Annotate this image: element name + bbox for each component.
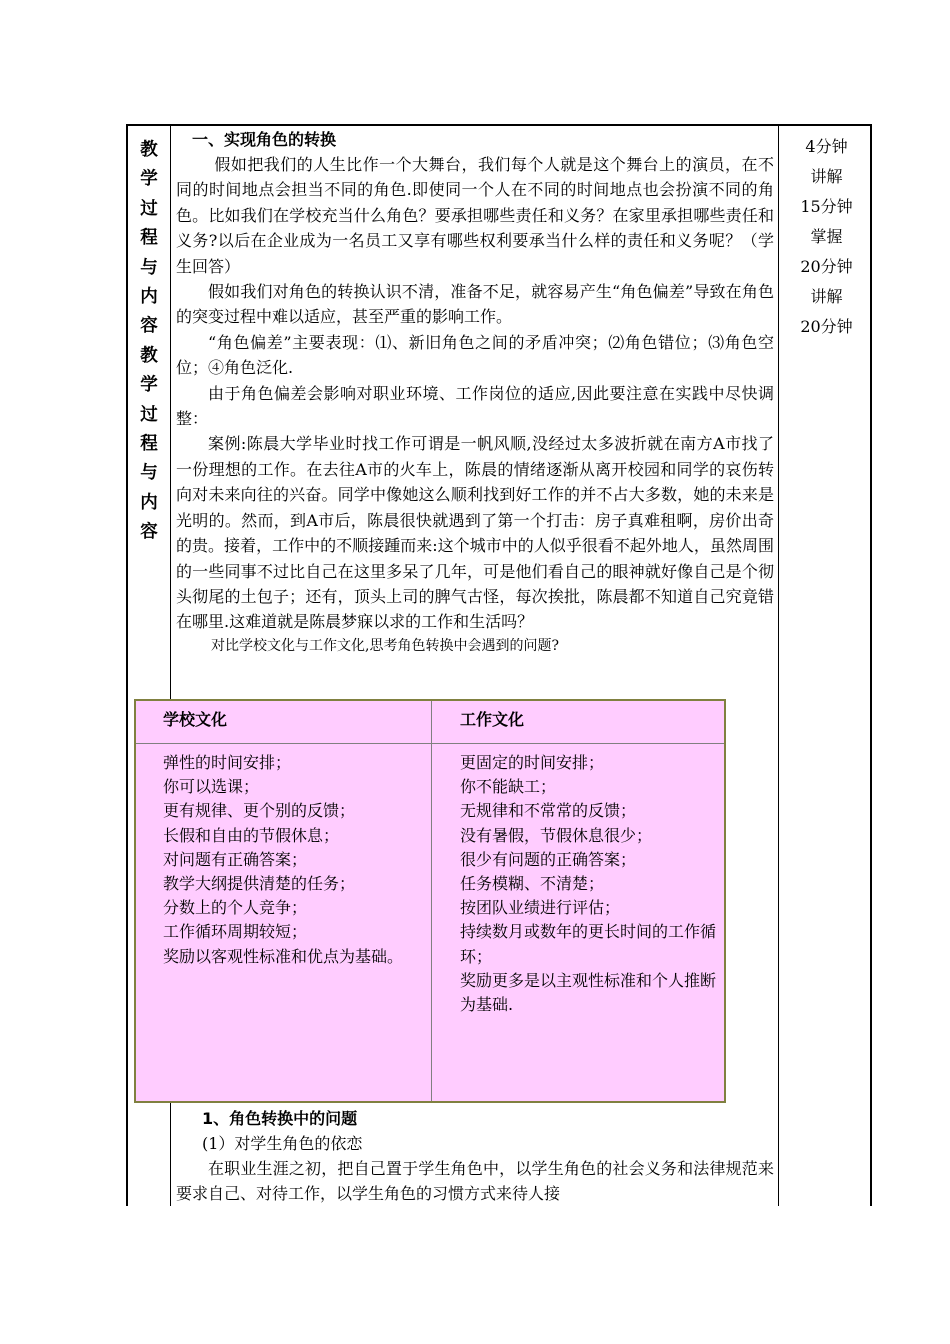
compare-header-divider: [136, 743, 724, 744]
main-content: [176, 126, 774, 657]
time-entry: 20分钟: [800, 317, 853, 336]
list-item: 长假和自由的节假休息；: [163, 825, 340, 845]
list-item: 你可以选课；: [163, 777, 260, 797]
problems-subheading: (1）对学生角色的依恋: [202, 1134, 363, 1153]
paragraph: 假如把我们的人生比作一个大舞台，我们每个人就是这个舞台上的演员，在不同的时间地点会担当不同的角色.即使同一个人在不同的时间地点也会扮演不同的角色。比如我们在学校充当什么角色？要承担哪些责任和义务？在家里承担哪些责任和义务?以后在企业成为一名员工又享有哪些权利要承当什么样的责任和义务呢？（学生回答）: [176, 155, 774, 276]
paragraph: 假如我们对角色的转换认识不清，准备不足，就容易产生“角色偏差”导致在角色的突变过程中难以适应，甚至严重的影响工作。: [176, 282, 774, 327]
side-label-teaching-process: 教 学 过 程 与 内 容 教 学 过 程 与 内 容: [140, 140, 158, 543]
list-item: 分数上的个人竞争；: [163, 898, 308, 918]
list-item: 任务模糊、不清楚；: [460, 874, 605, 894]
compare-column-divider: [431, 701, 432, 1101]
list-item: 奖励更多是以主观性标准和个人推断为基础.: [460, 970, 717, 1015]
list-item: 弹性的时间安排；: [163, 753, 292, 772]
work-culture-list: [460, 751, 726, 1017]
role-transition-problems: [176, 1104, 774, 1207]
paragraph: 在职业生涯之初，把自己置于学生角色中，以学生角色的社会义务和法律规范来要求自己、对待工作，以学生角色的习惯方式来待人接: [176, 1159, 774, 1204]
list-item: 你不能缺工；: [460, 777, 557, 797]
list-item: 对问题有正确答案；: [163, 849, 308, 869]
list-item: 奖励以客观性标准和优点为基础。: [163, 946, 404, 966]
school-culture-list: [163, 751, 428, 969]
lesson-table: [126, 124, 872, 1206]
time-allocation-column: [779, 132, 874, 342]
list-item: 更固定的时间安排；: [460, 753, 605, 772]
time-entry: 讲解: [810, 167, 843, 186]
time-entry: 20分钟: [800, 257, 853, 276]
list-item: 很少有问题的正确答案；: [460, 849, 637, 869]
time-entry: 讲解: [810, 287, 843, 306]
culture-comparison-table: [134, 699, 726, 1103]
list-item: 更有规律、更个别的反馈；: [163, 801, 356, 821]
list-item: 持续数月或数年的更长时间的工作循环；: [460, 922, 717, 966]
list-item: 工作循环周期较短；: [163, 922, 308, 942]
school-culture-header: 学校文化: [163, 710, 228, 729]
list-item: 无规律和不常常的反馈；: [460, 801, 637, 821]
time-entry: 4分钟: [805, 137, 848, 156]
list-item: 没有暑假，节假休息很少；: [460, 825, 653, 845]
paragraph: 案例:陈晨大学毕业时找工作可谓是一帆风顺,没经过太多波折就在南方A市找了一份理想的工作。在去往A市的火车上，陈晨的情绪逐渐从离开校园和同学的哀伤转向对未来向往的兴奋。同学中像她这么顺利找到好工作的并不占大多数，她的未来是光明的。然而，到A市后，陈晨很快就遇到了第一个打击：房子真难租啊，房价出奇的贵。接着，工作中的不顺接踵而来:这个城市中的人似乎很看不起外地人，虽然周围的一些同事不过比自己在这里多呆了几年，可是他们看自己的眼神就好像自己是个彻头彻尾的土包子；还有，顶头上司的脾气古怪，每次挨批，陈晨都不知道自己究竟错在哪里.这难道就是陈晨梦寐以求的工作和生活吗？: [176, 434, 774, 632]
list-item: 教学大纲提供清楚的任务；: [163, 874, 356, 894]
compare-intro: 对比学校文化与工作文化,思考角色转换中会遇到的问题?: [211, 637, 559, 654]
problems-heading: 1、角色转换中的问题: [202, 1109, 358, 1128]
paragraph: 由于角色偏差会影响对职业环境、工作岗位的适应,因此要注意在实践中尽快调整：: [176, 383, 774, 429]
section-heading: 一、实现角色的转换: [192, 130, 337, 149]
paragraph: “角色偏差”主要表现：⑴、新旧角色之间的矛盾冲突；⑵角色错位；⑶角色空位；④角色泛化.: [176, 332, 774, 378]
list-item: 按团队业绩进行评估；: [460, 898, 621, 918]
time-entry: 掌握: [810, 227, 843, 246]
time-entry: 15分钟: [800, 197, 853, 216]
work-culture-header: 工作文化: [460, 710, 525, 729]
